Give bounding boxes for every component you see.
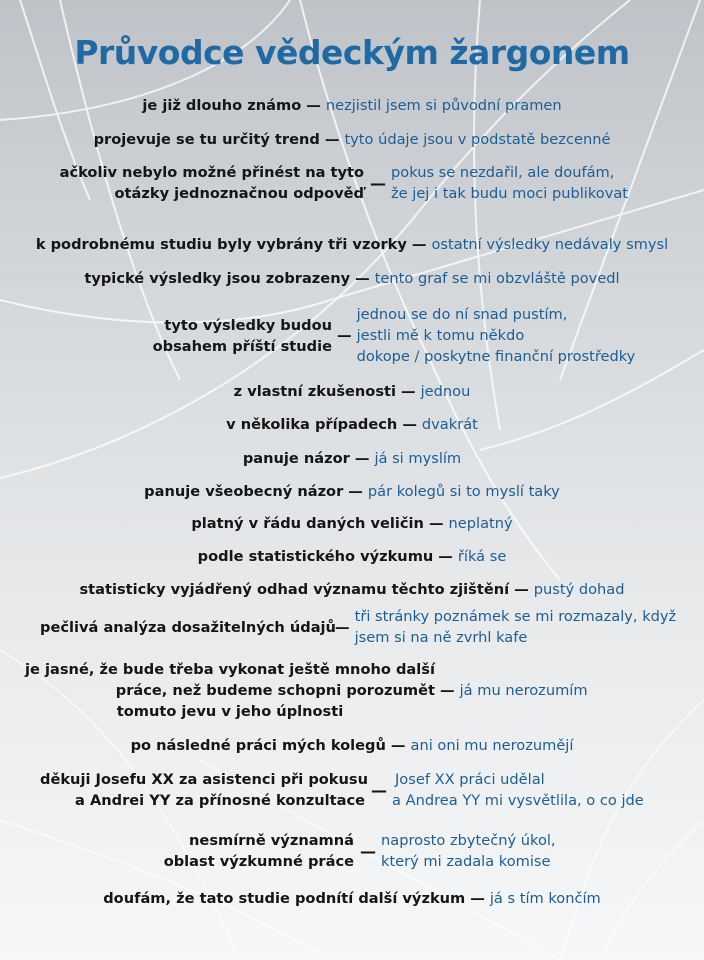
dash-separator: — <box>371 780 387 800</box>
dash-separator: — <box>324 131 340 148</box>
true-meaning: říká se <box>457 548 507 565</box>
dash-separator: — <box>470 890 485 907</box>
true-meaning: já si myslím <box>374 450 462 467</box>
dash-separator: — <box>438 548 453 565</box>
glossary-entry <box>50 162 690 204</box>
jargon-phrase: pečlivá analýza dosažitelných údajů <box>40 618 336 636</box>
true-meaning: naprosto zbytečný úkol, který mi zadala komise <box>381 832 556 870</box>
jargon-phrase: statisticky vyjádřený odhad významu těchto zjištění <box>79 581 510 598</box>
jargon-phrase: podle statistického výzkumu <box>197 548 434 565</box>
dash-separator: — <box>337 327 352 344</box>
dash-separator: — <box>411 236 427 253</box>
glossary-entry <box>140 830 700 872</box>
jargon-phrase: typické výsledky jsou zobrazeny <box>84 270 351 287</box>
jargon-phrase: z vlastní zkušenosti <box>233 383 396 400</box>
glossary-entry <box>40 606 700 648</box>
true-meaning: jednou se do ní snad pustím, jestli mě k tomu někdo dokope / poskytne finanční prostředky <box>356 306 636 365</box>
glossary-entry <box>0 234 704 255</box>
true-meaning: pustý dohad <box>533 581 625 598</box>
jargon-phrase: projevuje se tu určitý trend <box>93 131 320 148</box>
true-meaning: pokus se nezdařil, ale doufám, že jej i tak budu moci publikovat <box>391 164 629 202</box>
jargon-phrase: je již dlouho známo <box>142 97 302 114</box>
glossary-entry <box>40 769 700 811</box>
dash-separator: — <box>402 416 417 433</box>
glossary-entry <box>0 481 704 502</box>
jargon-phrase: panuje všeobecný názor <box>144 483 344 500</box>
true-meaning: dvakrát <box>421 416 478 433</box>
true-meaning: já s tím končím <box>489 890 601 907</box>
glossary-entry <box>0 513 704 534</box>
glossary-entry <box>0 546 704 567</box>
jargon-phrase: k podrobnému studiu byly vybrány tři vzorky <box>35 236 407 253</box>
jargon-phrase: nesmírně významná oblast výzkumné práce <box>163 832 354 870</box>
true-meaning: nezjistil jsem si původní pramen <box>325 97 562 114</box>
dash-separator: — <box>348 483 363 500</box>
glossary-entry <box>0 735 704 756</box>
dash-separator: — <box>355 270 370 287</box>
true-meaning: tyto údaje jsou v podstatě bezcenné <box>344 131 611 148</box>
glossary-entry <box>140 304 700 367</box>
jargon-phrase: doufám, že tato studie podnítí další výzkum <box>103 890 466 907</box>
page-title: Průvodce vědeckým žargonem <box>74 33 630 72</box>
dash-separator: — <box>401 383 416 400</box>
dash-separator: — <box>440 682 455 699</box>
glossary-entry <box>0 95 704 116</box>
jargon-phrase: v několika případech <box>226 416 398 433</box>
glossary-entry <box>25 659 700 722</box>
glossary-entry <box>0 888 704 909</box>
dash-separator: — <box>306 97 321 114</box>
glossary-entry <box>0 579 704 600</box>
dash-separator: — <box>370 173 386 193</box>
glossary-entry <box>0 381 704 402</box>
true-meaning: já mu nerozumím <box>459 682 588 699</box>
true-meaning: jednou <box>420 383 471 400</box>
jargon-phrase: tyto výsledky budou obsahem příští studie <box>152 316 332 355</box>
true-meaning: neplatný <box>448 515 513 532</box>
jargon-phrase: po následné práci mých kolegů <box>130 737 386 754</box>
jargon-phrase: je jasné, že bude třeba vykonat ještě mnoho další práce, než budeme schopni porozumět tomuto jevu v jeho úplnosti <box>25 661 435 720</box>
glossary-entry <box>0 414 704 435</box>
true-meaning: ostatní výsledky nedávaly smysl <box>431 236 669 253</box>
jargon-phrase: ačkoliv nebylo možné přinést na tyto otázky jednoznačnou odpověď <box>59 164 364 202</box>
dash-separator: — <box>390 737 406 754</box>
dash-separator: — <box>428 515 444 532</box>
true-meaning: tento graf se mi obzvláště povedl <box>374 270 620 287</box>
true-meaning: tři stránky poznámek se mi rozmazaly, když jsem si na ně zvrhl kafe <box>354 608 677 646</box>
jargon-phrase: panuje názor <box>242 450 350 467</box>
true-meaning: Josef XX práci udělal a Andrea YY mi vysvětlila, o co jde <box>392 771 644 809</box>
dash-separator: — <box>360 841 376 861</box>
true-meaning: pár kolegů si to myslí taky <box>367 483 560 500</box>
jargon-phrase: děkuji Josefu XX za asistenci při pokusu a Andrei YY za přínosné konzultace <box>40 771 368 809</box>
true-meaning: ani oni mu nerozumějí <box>410 737 574 754</box>
glossary-entry <box>0 268 704 289</box>
jargon-phrase: platný v řádu daných veličin <box>191 515 424 532</box>
glossary-entry <box>0 129 704 150</box>
dash-separator: — <box>514 581 529 598</box>
glossary-entry <box>0 448 704 469</box>
dash-separator: — <box>335 618 350 636</box>
dash-separator: — <box>354 450 370 467</box>
